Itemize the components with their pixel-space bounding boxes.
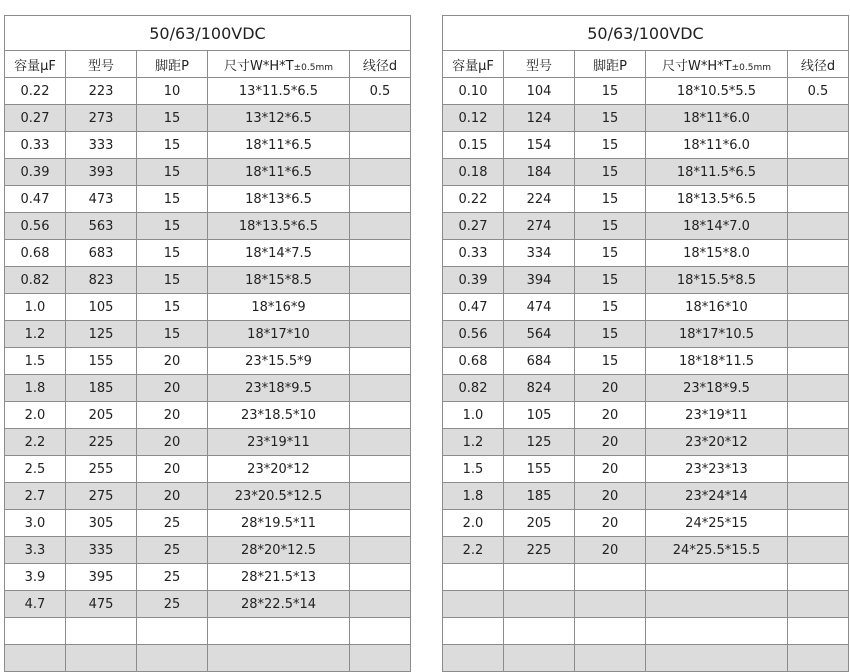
cell-size: 28*22.5*14 — [208, 591, 350, 618]
cell-capacitance: 2.5 — [5, 456, 66, 483]
cell-wire — [350, 564, 411, 591]
table-row — [5, 591, 411, 618]
cell-size: 23*20*12 — [646, 429, 788, 456]
cell-wire — [788, 429, 849, 456]
cell-capacitance: 0.68 — [5, 240, 66, 267]
cell-wire — [788, 402, 849, 429]
cell-wire — [788, 186, 849, 213]
cell-size: 23*20.5*12.5 — [208, 483, 350, 510]
cell-model: 395 — [66, 564, 137, 591]
cell-model: 124 — [504, 105, 575, 132]
cell-size: 23*24*14 — [646, 483, 788, 510]
cell-model: 393 — [66, 159, 137, 186]
cell-model: 305 — [66, 510, 137, 537]
table-row — [5, 510, 411, 537]
cell-model: 155 — [504, 456, 575, 483]
table-row — [443, 267, 849, 294]
cell-wire — [350, 618, 411, 645]
table-row — [443, 348, 849, 375]
cell-pitch: 20 — [575, 537, 646, 564]
cell-pitch: 20 — [137, 483, 208, 510]
table-row — [5, 105, 411, 132]
cell-capacitance — [5, 618, 66, 645]
cell-pitch: 15 — [575, 186, 646, 213]
cell-model — [504, 645, 575, 672]
cell-capacitance: 0.56 — [443, 321, 504, 348]
header-wire: 线径d — [788, 51, 849, 78]
cell-capacitance: 0.39 — [443, 267, 504, 294]
cell-size: 23*19*11 — [208, 429, 350, 456]
cell-size: 23*19*11 — [646, 402, 788, 429]
cell-wire — [788, 321, 849, 348]
cell-size: 18*17*10 — [208, 321, 350, 348]
header-pitch: 脚距P — [137, 51, 208, 78]
cell-wire — [350, 645, 411, 672]
cell-capacitance: 0.22 — [443, 186, 504, 213]
cell-model: 184 — [504, 159, 575, 186]
cell-model — [66, 618, 137, 645]
cell-wire — [350, 456, 411, 483]
cell-wire — [350, 510, 411, 537]
header-model: 型号 — [504, 51, 575, 78]
cell-size: 23*18*9.5 — [208, 375, 350, 402]
cell-model: 155 — [66, 348, 137, 375]
cell-model: 683 — [66, 240, 137, 267]
cell-size: 18*11.5*6.5 — [646, 159, 788, 186]
cell-wire — [350, 132, 411, 159]
table-row — [443, 564, 849, 591]
cell-model: 473 — [66, 186, 137, 213]
cell-capacitance: 4.7 — [5, 591, 66, 618]
cell-model: 185 — [66, 375, 137, 402]
table-row — [5, 321, 411, 348]
table-row — [443, 105, 849, 132]
cell-size — [646, 564, 788, 591]
cell-pitch: 15 — [575, 267, 646, 294]
cell-capacitance: 0.27 — [443, 213, 504, 240]
cell-model — [66, 645, 137, 672]
cell-model: 125 — [504, 429, 575, 456]
cell-model: 335 — [66, 537, 137, 564]
cell-capacitance: 0.33 — [443, 240, 504, 267]
header-size-tolerance: ±0.5mm — [293, 62, 333, 73]
cell-wire — [788, 294, 849, 321]
cell-model: 475 — [66, 591, 137, 618]
cell-pitch: 15 — [575, 105, 646, 132]
cell-pitch — [137, 645, 208, 672]
header-row — [5, 51, 411, 78]
cell-pitch: 20 — [137, 429, 208, 456]
cell-capacitance: 3.9 — [5, 564, 66, 591]
cell-model — [504, 618, 575, 645]
cell-size — [208, 645, 350, 672]
cell-wire — [350, 429, 411, 456]
cell-wire — [350, 240, 411, 267]
cell-size: 18*11*6.5 — [208, 132, 350, 159]
cell-capacitance — [443, 645, 504, 672]
header-size-tolerance: ±0.5mm — [731, 62, 771, 73]
cell-wire — [788, 132, 849, 159]
cell-capacitance: 0.15 — [443, 132, 504, 159]
cell-wire — [350, 186, 411, 213]
cell-pitch: 20 — [575, 510, 646, 537]
cell-model: 105 — [66, 294, 137, 321]
cell-size: 13*11.5*6.5 — [208, 78, 350, 105]
header-row — [443, 51, 849, 78]
cell-model: 154 — [504, 132, 575, 159]
cell-capacitance: 0.33 — [5, 132, 66, 159]
cell-size: 18*15*8.0 — [646, 240, 788, 267]
cell-wire — [350, 321, 411, 348]
cell-capacitance: 3.3 — [5, 537, 66, 564]
cell-model — [504, 564, 575, 591]
table-row — [5, 537, 411, 564]
cell-pitch — [575, 591, 646, 618]
cell-pitch: 15 — [575, 321, 646, 348]
cell-pitch — [137, 618, 208, 645]
cell-pitch: 15 — [137, 186, 208, 213]
cell-size: 18*15*8.5 — [208, 267, 350, 294]
table-row — [5, 402, 411, 429]
capacitor-spec-table-left — [4, 15, 411, 672]
cell-capacitance: 0.47 — [5, 186, 66, 213]
cell-capacitance: 0.39 — [5, 159, 66, 186]
table-row — [5, 348, 411, 375]
cell-capacitance: 1.0 — [5, 294, 66, 321]
table-row — [443, 375, 849, 402]
table-row — [5, 213, 411, 240]
table-row — [5, 240, 411, 267]
cell-capacitance: 0.82 — [443, 375, 504, 402]
cell-model: 224 — [504, 186, 575, 213]
table-row — [443, 402, 849, 429]
cell-model: 223 — [66, 78, 137, 105]
cell-size: 18*18*11.5 — [646, 348, 788, 375]
cell-pitch: 15 — [137, 294, 208, 321]
cell-capacitance: 0.10 — [443, 78, 504, 105]
cell-wire — [788, 591, 849, 618]
cell-wire — [788, 105, 849, 132]
cell-model: 205 — [66, 402, 137, 429]
table-row — [5, 294, 411, 321]
cell-wire — [350, 375, 411, 402]
cell-size: 18*15.5*8.5 — [646, 267, 788, 294]
cell-capacitance: 0.22 — [5, 78, 66, 105]
table-row — [443, 186, 849, 213]
cell-model: 205 — [504, 510, 575, 537]
table-row — [443, 483, 849, 510]
cell-wire — [788, 537, 849, 564]
cell-model: 255 — [66, 456, 137, 483]
table-row — [443, 159, 849, 186]
cell-wire — [350, 402, 411, 429]
cell-capacitance: 3.0 — [5, 510, 66, 537]
cell-size — [646, 645, 788, 672]
header-size — [646, 51, 788, 78]
cell-pitch: 20 — [575, 402, 646, 429]
table-title: 50/63/100VDC — [5, 16, 411, 51]
cell-size: 23*18.5*10 — [208, 402, 350, 429]
cell-capacitance: 2.7 — [5, 483, 66, 510]
cell-wire — [788, 267, 849, 294]
table-row — [5, 375, 411, 402]
cell-pitch — [575, 645, 646, 672]
cell-pitch: 15 — [575, 213, 646, 240]
table-body — [443, 78, 849, 672]
cell-model: 185 — [504, 483, 575, 510]
cell-pitch: 15 — [137, 159, 208, 186]
cell-size: 18*16*10 — [646, 294, 788, 321]
cell-size: 18*11*6.0 — [646, 105, 788, 132]
cell-wire — [350, 294, 411, 321]
cell-model: 564 — [504, 321, 575, 348]
table-row — [443, 591, 849, 618]
cell-pitch: 15 — [575, 348, 646, 375]
cell-wire — [350, 537, 411, 564]
table-row — [443, 429, 849, 456]
cell-pitch: 20 — [137, 348, 208, 375]
cell-size: 23*23*13 — [646, 456, 788, 483]
cell-capacitance: 1.5 — [443, 456, 504, 483]
cell-wire — [350, 348, 411, 375]
cell-pitch: 20 — [575, 456, 646, 483]
table-row — [443, 240, 849, 267]
table-row — [5, 564, 411, 591]
header-size-label: 尺寸W*H*T — [224, 58, 294, 74]
cell-capacitance: 0.82 — [5, 267, 66, 294]
cell-wire — [788, 564, 849, 591]
table-row — [5, 132, 411, 159]
cell-wire — [350, 267, 411, 294]
cell-pitch: 20 — [137, 456, 208, 483]
capacitor-spec-table-right — [442, 15, 849, 672]
cell-model: 824 — [504, 375, 575, 402]
cell-size: 23*18*9.5 — [646, 375, 788, 402]
table-title: 50/63/100VDC — [443, 16, 849, 51]
cell-capacitance: 2.2 — [5, 429, 66, 456]
cell-size: 18*11*6.0 — [646, 132, 788, 159]
cell-size: 18*13.5*6.5 — [208, 213, 350, 240]
table-row — [443, 78, 849, 105]
cell-size: 28*21.5*13 — [208, 564, 350, 591]
header-capacitance: 容量μF — [443, 51, 504, 78]
cell-model: 274 — [504, 213, 575, 240]
cell-model: 474 — [504, 294, 575, 321]
cell-wire: 0.5 — [350, 78, 411, 105]
cell-size: 18*14*7.5 — [208, 240, 350, 267]
table-row — [5, 159, 411, 186]
cell-model: 684 — [504, 348, 575, 375]
table-row — [443, 132, 849, 159]
cell-wire — [788, 456, 849, 483]
cell-pitch: 15 — [575, 294, 646, 321]
cell-size: 18*17*10.5 — [646, 321, 788, 348]
cell-pitch: 20 — [575, 375, 646, 402]
cell-capacitance: 0.47 — [443, 294, 504, 321]
cell-capacitance: 2.0 — [5, 402, 66, 429]
header-size — [208, 51, 350, 78]
cell-capacitance: 1.2 — [443, 429, 504, 456]
cell-pitch: 20 — [575, 429, 646, 456]
cell-size — [646, 591, 788, 618]
cell-capacitance: 0.56 — [5, 213, 66, 240]
cell-wire — [350, 591, 411, 618]
cell-size — [646, 618, 788, 645]
table-row — [5, 456, 411, 483]
cell-pitch: 15 — [137, 213, 208, 240]
cell-capacitance: 1.8 — [5, 375, 66, 402]
cell-pitch: 15 — [137, 132, 208, 159]
cell-model: 275 — [66, 483, 137, 510]
cell-size: 24*25.5*15.5 — [646, 537, 788, 564]
cell-model: 823 — [66, 267, 137, 294]
cell-wire — [350, 159, 411, 186]
cell-size — [208, 618, 350, 645]
cell-pitch: 25 — [137, 537, 208, 564]
cell-model: 333 — [66, 132, 137, 159]
cell-pitch: 20 — [137, 375, 208, 402]
cell-pitch: 10 — [137, 78, 208, 105]
cell-model — [504, 591, 575, 618]
cell-wire: 0.5 — [788, 78, 849, 105]
cell-size: 23*20*12 — [208, 456, 350, 483]
cell-pitch: 25 — [137, 564, 208, 591]
table-row — [443, 456, 849, 483]
table-row — [443, 510, 849, 537]
cell-capacitance: 2.2 — [443, 537, 504, 564]
table-row — [5, 186, 411, 213]
cell-size: 13*12*6.5 — [208, 105, 350, 132]
table-row — [5, 645, 411, 672]
table-row — [5, 429, 411, 456]
cell-model: 273 — [66, 105, 137, 132]
cell-pitch — [575, 618, 646, 645]
cell-pitch: 15 — [575, 78, 646, 105]
table-body — [5, 78, 411, 672]
cell-pitch: 15 — [575, 132, 646, 159]
table-row — [5, 78, 411, 105]
cell-capacitance: 1.0 — [443, 402, 504, 429]
cell-size: 18*16*9 — [208, 294, 350, 321]
cell-pitch: 15 — [137, 267, 208, 294]
cell-model: 225 — [504, 537, 575, 564]
cell-wire — [788, 375, 849, 402]
cell-size: 28*19.5*11 — [208, 510, 350, 537]
cell-size: 18*11*6.5 — [208, 159, 350, 186]
table-row — [443, 321, 849, 348]
cell-pitch — [575, 564, 646, 591]
cell-model: 334 — [504, 240, 575, 267]
table-row — [5, 618, 411, 645]
cell-pitch: 25 — [137, 510, 208, 537]
cell-capacitance: 0.27 — [5, 105, 66, 132]
cell-capacitance: 0.68 — [443, 348, 504, 375]
cell-wire — [788, 645, 849, 672]
table-row — [443, 645, 849, 672]
table-row — [443, 294, 849, 321]
cell-capacitance: 0.18 — [443, 159, 504, 186]
cell-size: 24*25*15 — [646, 510, 788, 537]
table-row — [5, 483, 411, 510]
cell-pitch: 15 — [137, 105, 208, 132]
header-model: 型号 — [66, 51, 137, 78]
cell-wire — [350, 483, 411, 510]
cell-capacitance — [443, 591, 504, 618]
cell-pitch: 15 — [137, 240, 208, 267]
header-pitch: 脚距P — [575, 51, 646, 78]
cell-model: 394 — [504, 267, 575, 294]
cell-capacitance: 0.12 — [443, 105, 504, 132]
cell-wire — [788, 159, 849, 186]
cell-model: 104 — [504, 78, 575, 105]
header-size-label: 尺寸W*H*T — [662, 58, 732, 74]
cell-capacitance: 1.2 — [5, 321, 66, 348]
cell-wire — [788, 348, 849, 375]
cell-wire — [350, 213, 411, 240]
cell-capacitance: 2.0 — [443, 510, 504, 537]
cell-size: 18*10.5*5.5 — [646, 78, 788, 105]
cell-pitch: 15 — [575, 159, 646, 186]
cell-model: 563 — [66, 213, 137, 240]
cell-size: 18*13.5*6.5 — [646, 186, 788, 213]
cell-capacitance — [443, 618, 504, 645]
cell-capacitance: 1.5 — [5, 348, 66, 375]
cell-pitch: 15 — [575, 240, 646, 267]
header-wire: 线径d — [350, 51, 411, 78]
cell-wire — [788, 483, 849, 510]
cell-wire — [788, 510, 849, 537]
cell-size: 18*13*6.5 — [208, 186, 350, 213]
cell-pitch: 20 — [137, 402, 208, 429]
cell-wire — [788, 240, 849, 267]
cell-model: 105 — [504, 402, 575, 429]
cell-capacitance — [443, 564, 504, 591]
cell-wire — [788, 213, 849, 240]
cell-size: 23*15.5*9 — [208, 348, 350, 375]
cell-pitch: 20 — [575, 483, 646, 510]
cell-size: 18*14*7.0 — [646, 213, 788, 240]
table-row — [5, 267, 411, 294]
cell-pitch: 15 — [137, 321, 208, 348]
cell-capacitance: 1.8 — [443, 483, 504, 510]
cell-pitch: 25 — [137, 591, 208, 618]
cell-size: 28*20*12.5 — [208, 537, 350, 564]
table-row — [443, 213, 849, 240]
header-capacitance: 容量μF — [5, 51, 66, 78]
cell-model: 225 — [66, 429, 137, 456]
cell-model: 125 — [66, 321, 137, 348]
cell-capacitance — [5, 645, 66, 672]
table-row — [443, 618, 849, 645]
cell-wire — [350, 105, 411, 132]
table-row — [443, 537, 849, 564]
cell-wire — [788, 618, 849, 645]
